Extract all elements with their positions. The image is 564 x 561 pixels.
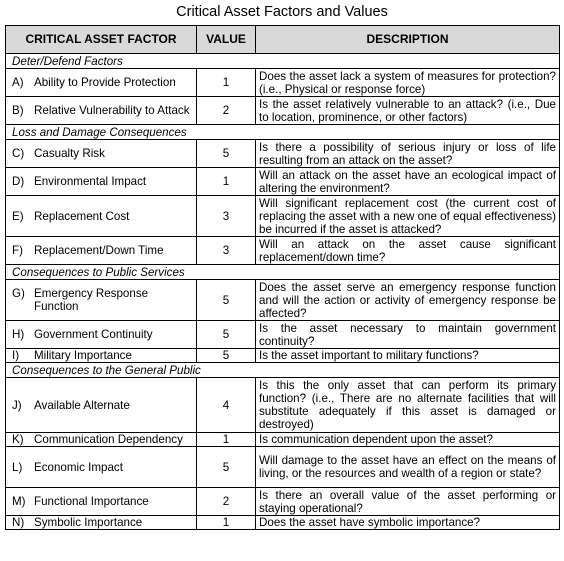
- factor-name: Replacement/Down Time: [34, 244, 164, 257]
- table-title: Critical Asset Factors and Values: [176, 4, 388, 20]
- section-title: Consequences to the General Public: [6, 363, 560, 378]
- factor-description: Does the asset lack a system of measures for protection? (i.e., Physical or response force): [256, 69, 560, 97]
- row-letter: J): [12, 398, 22, 412]
- factor-description: Does the asset serve an emergency response function and will the action or activity of emergency response be affected?: [256, 280, 560, 321]
- factor-description: Is communication dependent upon the asset?: [256, 433, 560, 447]
- factor-description: Will damage to the asset have an effect on the means of living, or the resources and wealth of a region or state?: [256, 447, 560, 488]
- table-row: [6, 140, 560, 168]
- factor-name: Government Continuity: [34, 328, 153, 341]
- factor-description: Will an attack on the asset have an ecological impact of altering the environment?: [256, 168, 560, 196]
- row-letter: K): [12, 433, 24, 446]
- section-row: [6, 363, 560, 378]
- factor-name: Economic Impact: [34, 460, 123, 474]
- section-row: [6, 265, 560, 280]
- header-factor: CRITICAL ASSET FACTOR: [6, 26, 197, 54]
- table-row: [6, 516, 560, 530]
- row-letter: D): [12, 175, 25, 188]
- factor-value: 2: [197, 488, 256, 516]
- section-row: [6, 125, 560, 140]
- factor-value: 3: [197, 196, 256, 237]
- factor-value: 1: [197, 516, 256, 530]
- header-row: [6, 26, 560, 54]
- table-row: [6, 280, 560, 321]
- table-row: [6, 378, 560, 433]
- row-letter: N): [12, 516, 25, 529]
- factor-name: Casualty Risk: [34, 147, 105, 160]
- critical-asset-table: [5, 25, 560, 530]
- factor-description: Is this the only asset that can perform its primary function? (i.e., There are no alternate facilities that will substitute adequately if this asset is damaged or destroyed): [256, 378, 560, 433]
- factor-value: 2: [197, 97, 256, 125]
- factor-description: Is there an overall value of the asset performing or staying operational?: [256, 488, 560, 516]
- table-row: [6, 69, 560, 97]
- factor-value: 5: [197, 140, 256, 168]
- table-row: [6, 196, 560, 237]
- factor-value: 5: [197, 321, 256, 349]
- section-title: Deter/Defend Factors: [6, 54, 560, 69]
- factor-description: Is the asset necessary to maintain government continuity?: [256, 321, 560, 349]
- section-row: [6, 54, 560, 69]
- factor-name: Functional Importance: [34, 495, 149, 508]
- header-description: DESCRIPTION: [256, 26, 560, 54]
- factor-description: Is the asset important to military functions?: [256, 349, 560, 363]
- factor-description: Is the asset relatively vulnerable to an attack? (i.e., Due to location, prominence, or other factors): [256, 97, 560, 125]
- factor-description: Is there a possibility of serious injury or loss of life resulting from an attack on the asset?: [256, 140, 560, 168]
- row-letter: A): [12, 76, 24, 89]
- factor-description: Will significant replacement cost (the current cost of replacing the asset with a new one of equal effectiveness) be incurred if the asset is attacked?: [256, 196, 560, 237]
- row-letter: F): [12, 244, 23, 257]
- factor-value: 3: [197, 237, 256, 265]
- table-row: [6, 349, 560, 363]
- section-title: Consequences to Public Services: [6, 265, 560, 280]
- table-row: [6, 488, 560, 516]
- factor-value: 4: [197, 378, 256, 433]
- factor-value: 1: [197, 168, 256, 196]
- row-letter: M): [12, 495, 26, 508]
- factor-name: Communication Dependency: [34, 433, 183, 446]
- factor-name: Environmental Impact: [34, 175, 147, 188]
- row-letter: L): [12, 460, 23, 474]
- row-letter: C): [12, 147, 25, 160]
- factor-name: Relative Vulnerability to Attack: [34, 104, 190, 117]
- factor-name: Military Importance: [34, 349, 132, 362]
- table-row: [6, 168, 560, 196]
- row-letter: G): [12, 287, 25, 300]
- table-row: [6, 97, 560, 125]
- factor-value: 1: [197, 69, 256, 97]
- factor-name: Replacement Cost: [34, 209, 130, 223]
- table-row: [6, 433, 560, 447]
- row-letter: B): [12, 104, 24, 117]
- factor-value: 5: [197, 280, 256, 321]
- section-title: Loss and Damage Consequences: [6, 125, 560, 140]
- table-row: [6, 321, 560, 349]
- factor-value: 5: [197, 349, 256, 363]
- factor-description: Does the asset have symbolic importance?: [256, 516, 560, 530]
- table-row: [6, 447, 560, 488]
- table-row: [6, 237, 560, 265]
- factor-value: 1: [197, 433, 256, 447]
- factor-value: 5: [197, 447, 256, 488]
- factor-name: Symbolic Importance: [34, 516, 143, 529]
- factor-name: Emergency Response Function: [34, 287, 149, 313]
- factor-description: Will an attack on the asset cause significant replacement/down time?: [256, 237, 560, 265]
- row-letter: I): [12, 349, 20, 362]
- row-letter: H): [12, 328, 25, 341]
- header-value: VALUE: [197, 26, 256, 54]
- row-letter: E): [12, 209, 24, 223]
- factor-name: Available Alternate: [34, 398, 130, 412]
- factor-name: Ability to Provide Protection: [34, 76, 176, 89]
